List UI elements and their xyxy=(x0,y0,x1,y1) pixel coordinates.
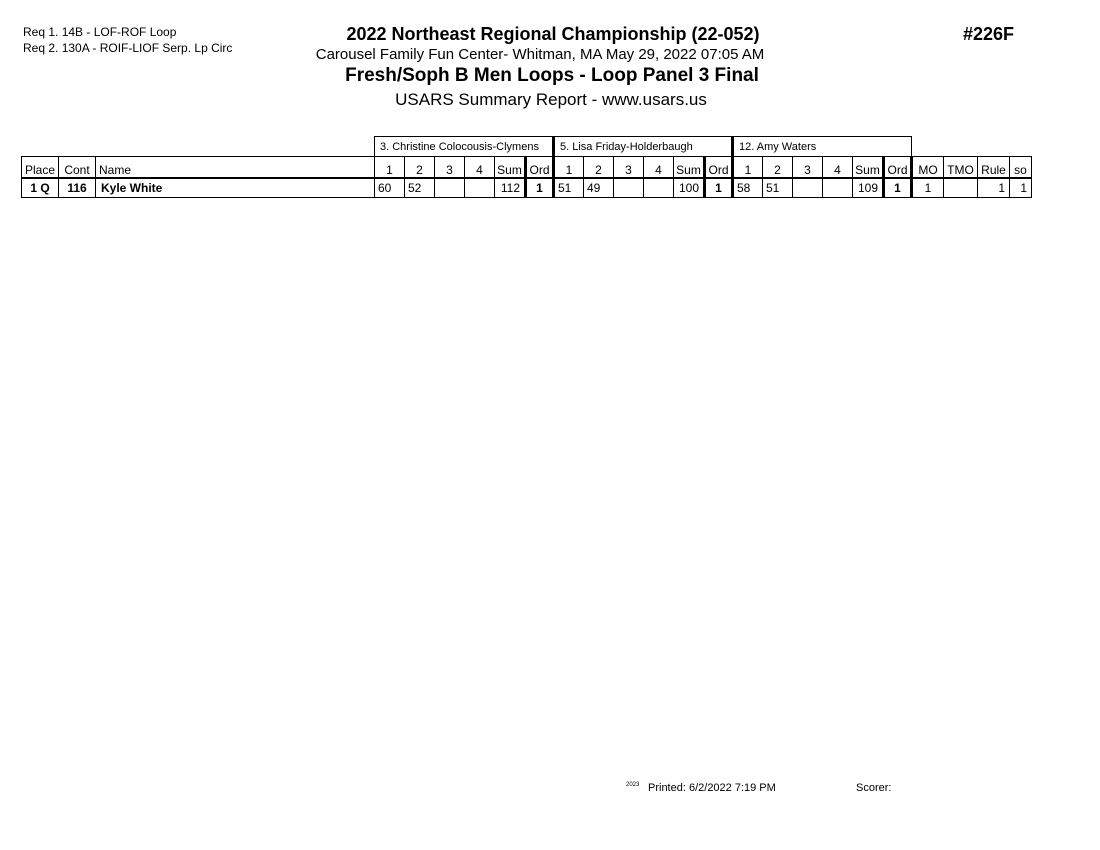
cell-place: 1 Q xyxy=(22,178,59,198)
col-j3-ord: Ord xyxy=(884,157,912,178)
judge-2-name: 5. Lisa Friday-Holderbaugh xyxy=(554,137,733,157)
cell-j3-s2: 51 xyxy=(763,178,793,198)
col-j2-fig3: 3 xyxy=(614,157,644,178)
col-j1-fig2: 2 xyxy=(405,157,435,178)
cell-j1-s3 xyxy=(435,178,465,198)
col-j2-fig4: 4 xyxy=(644,157,674,178)
cell-j1-s2: 52 xyxy=(405,178,435,198)
cell-j2-sum: 100 xyxy=(674,178,705,198)
table-row xyxy=(22,178,1032,198)
cell-j1-s1: 60 xyxy=(375,178,405,198)
requirement-1: Req 1. 14B - LOF-ROF Loop xyxy=(23,25,177,39)
col-mo: MO xyxy=(912,157,944,178)
cell-j1-sum: 112 xyxy=(495,178,526,198)
cell-rule: 1 xyxy=(978,178,1010,198)
judge-1-name: 3. Christine Colocousis-Clymens xyxy=(375,137,554,157)
cell-cont: 116 xyxy=(59,178,96,198)
cell-j3-s4 xyxy=(823,178,853,198)
cell-j3-s1: 58 xyxy=(733,178,763,198)
col-j1-fig3: 3 xyxy=(435,157,465,178)
col-j3-fig2: 2 xyxy=(763,157,793,178)
col-j1-fig1: 1 xyxy=(375,157,405,178)
col-j3-fig3: 3 xyxy=(793,157,823,178)
printed-timestamp: Printed: 6/2/2022 7:19 PM xyxy=(648,782,776,794)
report-title: USARS Summary Report - www.usars.us xyxy=(395,90,707,109)
cell-j2-s4 xyxy=(644,178,674,198)
col-j2-fig2: 2 xyxy=(584,157,614,178)
cell-j3-sum: 109 xyxy=(853,178,884,198)
judge-3-name: 12. Amy Waters xyxy=(733,137,912,157)
cell-tmo xyxy=(944,178,978,198)
col-name: Name xyxy=(96,157,375,178)
requirement-2: Req 2. 130A - ROIF-LIOF Serp. Lp Circ xyxy=(23,41,233,55)
col-j3-fig1: 1 xyxy=(733,157,763,178)
cell-j2-s2: 49 xyxy=(584,178,614,198)
competition-title: 2022 Northeast Regional Championship (22-052) xyxy=(346,24,760,44)
cell-name: Kyle White xyxy=(96,178,375,198)
cell-mo: 1 xyxy=(912,178,944,198)
footer-code: 2023 xyxy=(626,782,640,788)
col-so: so xyxy=(1010,157,1032,178)
col-j2-sum: Sum xyxy=(674,157,705,178)
results-table xyxy=(21,136,1032,198)
col-j3-sum: Sum xyxy=(853,157,884,178)
venue-date-line: Carousel Family Fun Center- Whitman, MA May 29, 2022 07:05 AM xyxy=(315,46,765,63)
cell-j3-s3 xyxy=(793,178,823,198)
cell-j1-ord: 1 xyxy=(526,178,554,198)
scorer-label: Scorer: xyxy=(856,782,892,794)
col-cont: Cont xyxy=(59,157,96,178)
col-tmo: TMO xyxy=(944,157,978,178)
col-rule: Rule xyxy=(978,157,1010,178)
cell-so: 1 xyxy=(1010,178,1032,198)
event-number: #226F xyxy=(963,24,1015,44)
col-j2-ord: Ord xyxy=(705,157,733,178)
column-header-row xyxy=(22,157,1032,178)
col-j2-fig1: 1 xyxy=(554,157,584,178)
judges-row xyxy=(22,137,1032,157)
cell-j2-s3 xyxy=(614,178,644,198)
col-j1-sum: Sum xyxy=(495,157,526,178)
col-j3-fig4: 4 xyxy=(823,157,853,178)
cell-j3-ord: 1 xyxy=(884,178,912,198)
cell-j1-s4 xyxy=(465,178,495,198)
event-title: Fresh/Soph B Men Loops - Loop Panel 3 Final xyxy=(345,65,759,86)
cell-j2-s1: 51 xyxy=(554,178,584,198)
col-j1-fig4: 4 xyxy=(465,157,495,178)
cell-j2-ord: 1 xyxy=(705,178,733,198)
col-j1-ord: Ord xyxy=(526,157,554,178)
col-place: Place xyxy=(22,157,59,178)
